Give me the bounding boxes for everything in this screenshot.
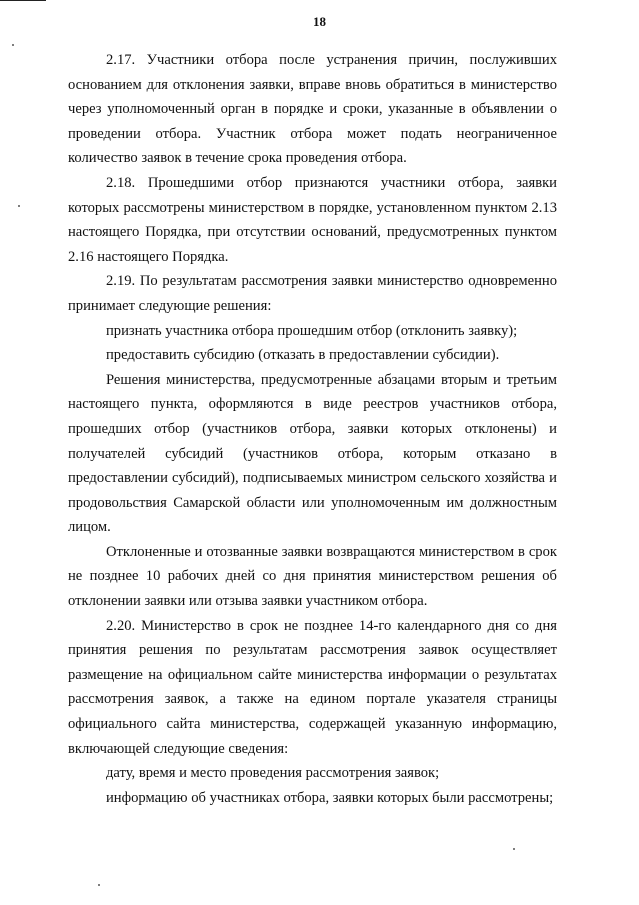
- document-body: [68, 48, 557, 810]
- scan-speck: [18, 205, 20, 207]
- scan-corner-line: [0, 0, 46, 1]
- scan-speck: [98, 884, 100, 886]
- paragraph-decision-2: предоставить субсидию (отказать в предоставлении субсидии).: [106, 347, 500, 364]
- paragraph-registries: Решения министерства, предусмотренные абзацами вторым и третьим настоящего пункта, оформляются в виде реестров участников отбора, прошедших отбор (участников отбора, заявки которых отклонены) и получателей субсидий (участников отбора, которым отказано в предоставлении субсидий), подписываемых министром сельского хозяйства и продовольствия Самарской области или уполномоченным им должностным лицом.: [68, 371, 557, 536]
- paragraph-decision-1: признать участника отбора прошедшим отбор (отклонить заявку);: [106, 322, 518, 339]
- page-number: 18: [313, 14, 326, 29]
- paragraph-info-item-1: дату, время и место проведения рассмотрения заявок;: [106, 765, 440, 782]
- scan-speck: [513, 848, 515, 850]
- scan-speck: [12, 44, 14, 46]
- paragraph-info-item-2: информацию об участниках отбора, заявки которых были рассмотрены;: [106, 789, 554, 806]
- paragraph-2-18: 2.18. Прошедшими отбор признаются участники отбора, заявки которых рассмотрены министерством в порядке, установленном пунктом 2.13 настоящего Порядка, при отсутствии оснований, предусмотренных пунктом 2.16 настоящего Порядка.: [68, 174, 557, 265]
- paragraph-2-17: 2.17. Участники отбора после устранения причин, послуживших основанием для отклонения заявки, вправе вновь обратиться в министерство через уполномоченный орган в порядке и сроки, указанные в объявлении о проведении отбора. Участник отбора может подать неограниченное количество заявок в течение срока проведения отбора.: [68, 52, 557, 167]
- paragraph-returned-applications: Отклоненные и отозванные заявки возвращаются министерством в срок не позднее 10 рабочих дней со дня принятия министерством решения об отклонении заявки или отзыва заявки участником отбора.: [68, 543, 557, 610]
- paragraph-2-20: 2.20. Министерство в срок не позднее 14-го календарного дня со дня принятия решения по результатам рассмотрения заявок осуществляет размещение на официальном сайте министерства информации о результатах рассмотрения заявок, а также на едином портале указателя страницы официального сайта министерства, содержащей указанную информацию, включающей следующие сведения:: [68, 617, 557, 757]
- paragraph-2-19: 2.19. По результатам рассмотрения заявки министерство одновременно принимает следующие решения:: [68, 273, 557, 314]
